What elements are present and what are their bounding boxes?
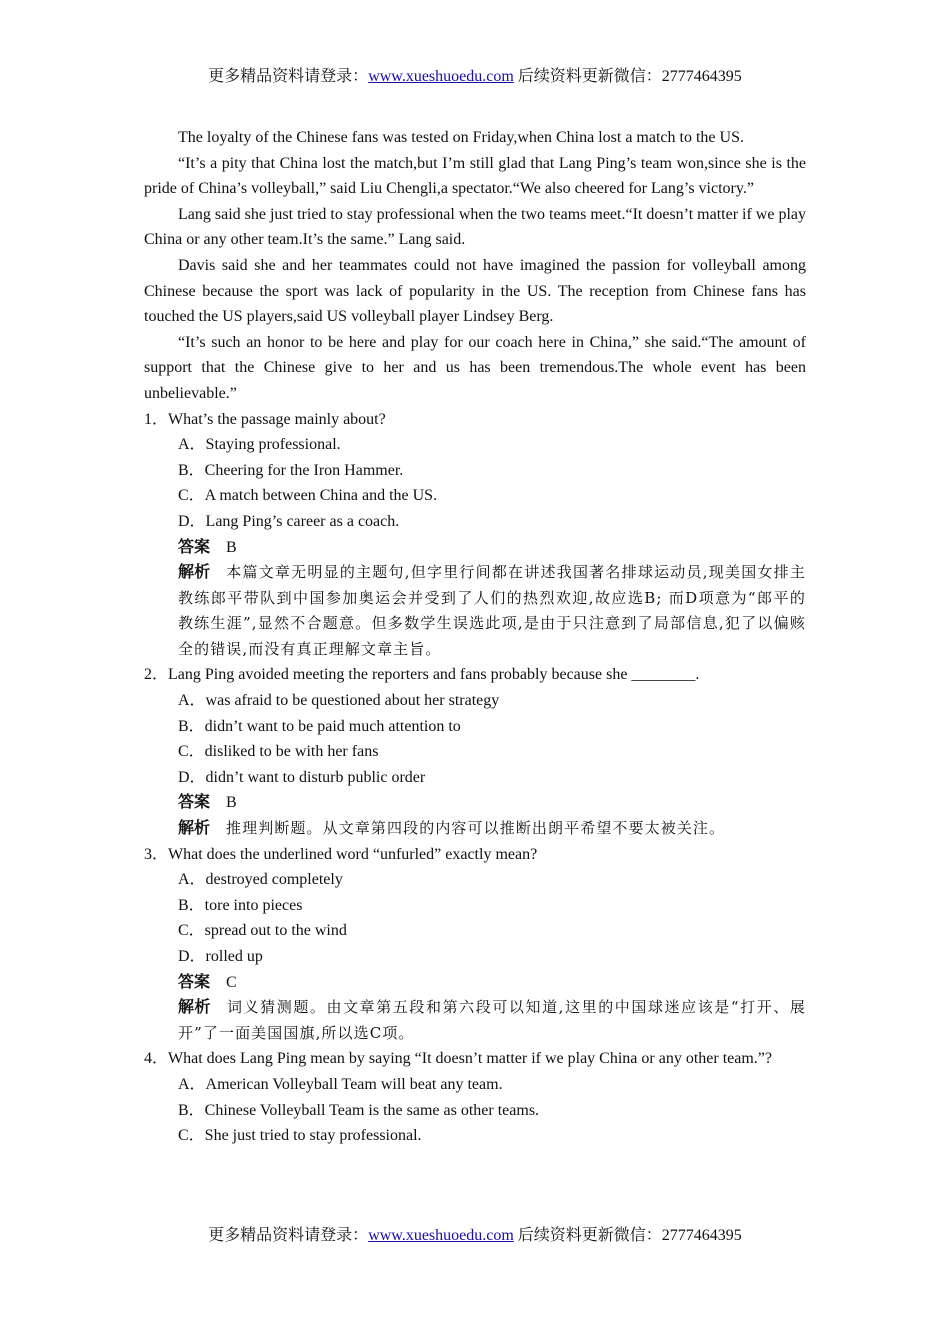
- passage-paragraph: Davis said she and her teammates could not have imagined the passion for volleyball among Chinese because the sport was lack of popularity in the US. The reception from Chinese fans has touched the US players,said US volleyball player Lindsey Berg.: [144, 256, 806, 326]
- answer-line: [178, 535, 806, 561]
- question-number: 1．: [144, 410, 169, 428]
- passage-paragraph: Lang said she just tried to stay professional when the two teams meet.“It doesn’t matter if we play China or any other team.It’s the same.” Lang said.: [144, 205, 806, 249]
- header-link[interactable]: www.xueshuoedu.com: [368, 68, 514, 85]
- document-body: [144, 125, 806, 1149]
- question-stem: 3．What does the underlined word “unfurled” exactly mean?: [144, 845, 538, 863]
- question-stem: 2．Lang Ping avoided meeting the reporters and fans probably because she ________.: [144, 666, 700, 684]
- header-suffix: 后续资料更新微信：2777464395: [517, 68, 742, 85]
- option-d: D．rolled up: [178, 948, 263, 965]
- option-a: A．was afraid to be questioned about her strategy: [178, 692, 500, 710]
- header-banner: [0, 66, 950, 88]
- explanation-label: 解析: [178, 820, 211, 838]
- explanation-text: 本篇文章无明显的主题句,但字里行间都在讲述我国著名排球运动员,现美国女排主教练郎平带队到中国参加奥运会并受到了人们的热烈欢迎,故应选B; 而D项意为“郎平的教练生涯”,显然不合题意。但多数学生误选此项,是由于只注意到了局部信息,犯了以偏赅全的错误,而没有真正理解文章主旨。: [178, 563, 806, 658]
- explanation: [178, 995, 806, 1046]
- answer-value: B: [226, 538, 237, 556]
- passage-paragraph: The loyalty of the Chinese fans was tested on Friday,when China lost a match to the US.: [178, 129, 744, 146]
- answer-line: [178, 790, 806, 816]
- explanation-label: 解析: [178, 564, 211, 582]
- answer-label: 答案: [178, 973, 211, 991]
- explanation: [178, 560, 806, 662]
- option-d: D．Lang Ping’s career as a coach.: [178, 512, 400, 530]
- explanation: [178, 816, 806, 842]
- explanation-text: 推理判断题。从文章第四段的内容可以推断出朗平希望不要太被关注。: [226, 819, 726, 838]
- question-4: [144, 1046, 806, 1148]
- option-d: D．didn’t want to disturb public order: [178, 768, 426, 786]
- question-number: 4．: [144, 1050, 169, 1068]
- question-stem: 4．What does Lang Ping mean by saying “It doesn’t matter if we play China or any other team.”?: [144, 1050, 772, 1068]
- passage-paragraph: “It’s such an honor to be here and play for our coach here in China,” she said.“The amount of support that the Chinese give to her and us has been tremendous.The whole event has been unbelievable.”: [144, 333, 806, 402]
- question-number: 2．: [144, 666, 169, 684]
- option-b: B．tore into pieces: [178, 896, 303, 914]
- option-c: C．disliked to be with her fans: [178, 743, 379, 761]
- answer-label: 答案: [178, 794, 211, 812]
- question-number: 3．: [144, 845, 169, 863]
- option-a: A．American Volleyball Team will beat any team.: [178, 1075, 503, 1093]
- option-c: C．spread out to the wind: [178, 922, 347, 940]
- question-2: [144, 662, 806, 841]
- question-stem: 1．What’s the passage mainly about?: [144, 410, 386, 428]
- passage-paragraph: “It’s a pity that China lost the match,but I’m still glad that Lang Ping’s team won,since she is the pride of China’s volleyball,” said Liu Chengli,a spectator.“We also cheered for Lang’s victory.”: [144, 154, 806, 198]
- option-a: A．destroyed completely: [178, 871, 343, 889]
- question-1: [144, 407, 806, 663]
- footer-banner: [0, 1225, 950, 1247]
- footer-prefix: 更多精品资料请登录：: [208, 1227, 369, 1244]
- option-c: C．A match between China and the US.: [178, 487, 438, 505]
- answer-value: C: [226, 973, 237, 991]
- option-b: B．didn’t want to be paid much attention to: [178, 717, 461, 735]
- question-3: [144, 842, 806, 1047]
- explanation-text: 词义猜测题。由文章第五段和第六段可以知道,这里的中国球迷应该是“打开、展开”了一面美国国旗,所以选C项。: [178, 998, 806, 1042]
- footer-link[interactable]: www.xueshuoedu.com: [368, 1227, 514, 1244]
- answer-line: [178, 970, 806, 996]
- option-b: B．Chinese Volleyball Team is the same as other teams.: [178, 1101, 540, 1119]
- option-b: B．Cheering for the Iron Hammer.: [178, 461, 404, 479]
- footer-suffix: 后续资料更新微信：2777464395: [517, 1227, 742, 1244]
- answer-value: B: [226, 794, 237, 812]
- explanation-label: 解析: [178, 999, 211, 1017]
- answer-label: 答案: [178, 538, 211, 556]
- option-c: C．She just tried to stay professional.: [178, 1127, 422, 1145]
- header-prefix: 更多精品资料请登录：: [208, 68, 369, 85]
- option-a: A．Staying professional.: [178, 436, 341, 454]
